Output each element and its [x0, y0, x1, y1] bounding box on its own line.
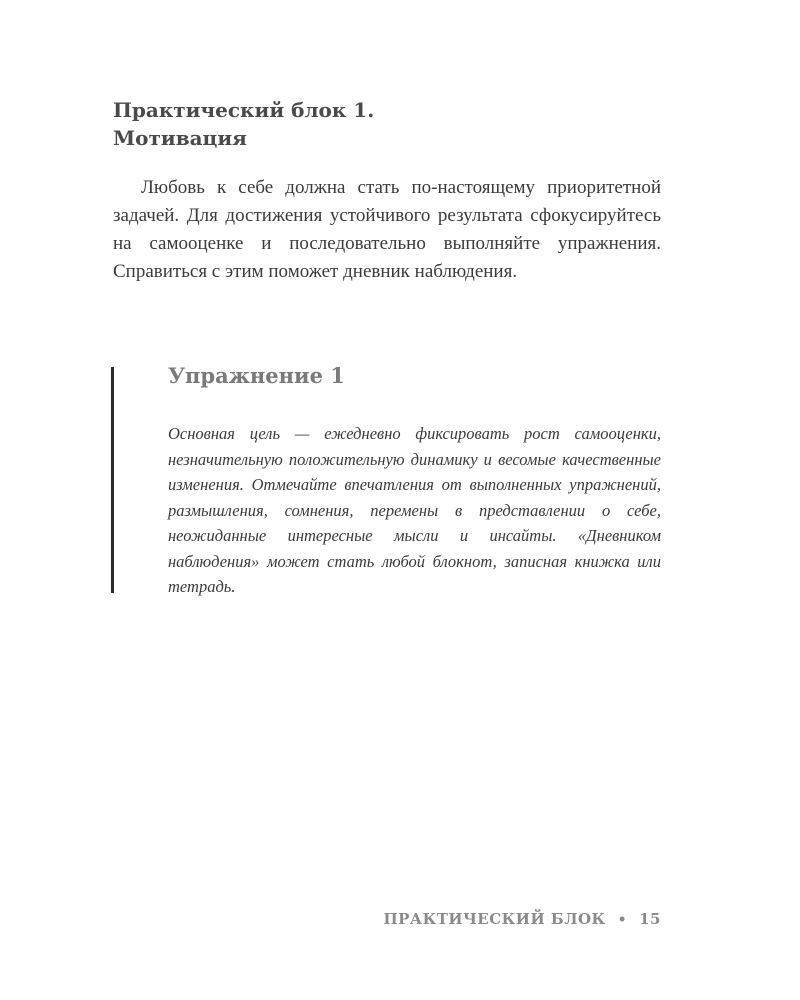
exercise-vertical-rule [111, 367, 114, 593]
exercise-title: Упражнение 1 [168, 363, 345, 388]
section-title [113, 96, 673, 152]
intro-paragraph: Любовь к себе должна стать по-настоящему приоритетной задачей. Для достижения устойчивого результата сфокусируйтесь на самооценке и последовательно выполняйте упражнения. Справиться с этим поможет дневник наблюдения. [113, 177, 661, 282]
page-number: 15 [639, 910, 661, 928]
section-title-line-1: Практический блок 1. [113, 98, 375, 122]
page-footer [383, 910, 661, 928]
footer-separator: • [617, 912, 628, 928]
section-title-line-2: Мотивация [113, 126, 247, 150]
running-head: ПРАКТИЧЕСКИЙ БЛОК [383, 910, 606, 928]
exercise-text: Основная цель — ежедневно фиксировать рост самооценки, незначительную положительную динамику и весомые качественные изменения. Отмечайте впечатления от выполненных упражнений, размышления, сомнения, перемены в представлении о себе, неожиданные интересные мысли и инсайты. «Дневником наблюдения» может стать любой блокнот, записная книжка или тетрадь. [168, 424, 661, 596]
